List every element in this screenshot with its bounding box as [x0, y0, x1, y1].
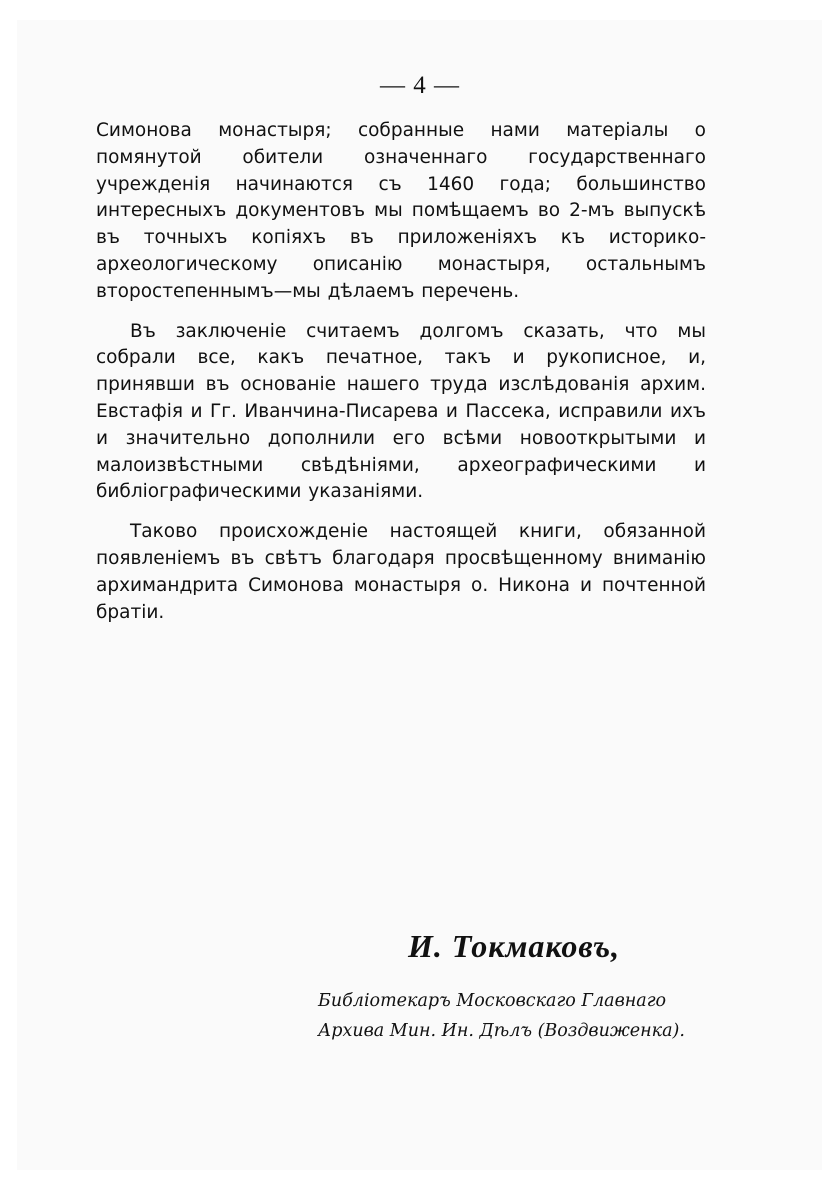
paragraph-3: Таково происхожденіе настоящей книги, обязанной появленіемъ въ свѣтъ благодаря просвѣщенному вниманію архимандрита Симонова монастыря о. Никона и почтенной братіи.	[96, 521, 706, 623]
body-text	[96, 118, 706, 626]
paragraph-2: Въ заключеніе считаемъ долгомъ сказать, что мы собрали все, какъ печатное, такъ и рукописное, и, принявши въ основаніе нашего труда изслѣдованія архим. Евстафія и Гг. Иванчина-Писарева и Пассека, исправили ихъ и значительно дополнили его всѣми новооткрытыми и малоизвѣстными свѣдѣніями, археографическими и библіографическими указаніями.	[96, 320, 706, 503]
author-title-line-2: Архива Мин. Ин. Дѣлъ (Воздвиженка).	[318, 1021, 685, 1041]
page-number: — 4 —	[380, 72, 460, 99]
author-name: И. Токмаковъ,	[408, 928, 621, 964]
author-title-line-1: Библіотекаръ Московскаго Главнаго	[318, 991, 667, 1011]
author-title	[318, 986, 718, 1046]
paragraph-1: Симонова монастыря; собранные нами матеріалы о помянутой обители означеннаго государственнаго учрежденія начинаются съ 1460 года; большинство интересныхъ документовъ мы помѣщаемъ во 2-мъ выпускѣ въ точныхъ копіяхъ въ приложеніяхъ къ историко-археологическому описанію монастыря, остальнымъ второстепеннымъ—мы дѣлаемъ перечень.	[96, 120, 706, 302]
